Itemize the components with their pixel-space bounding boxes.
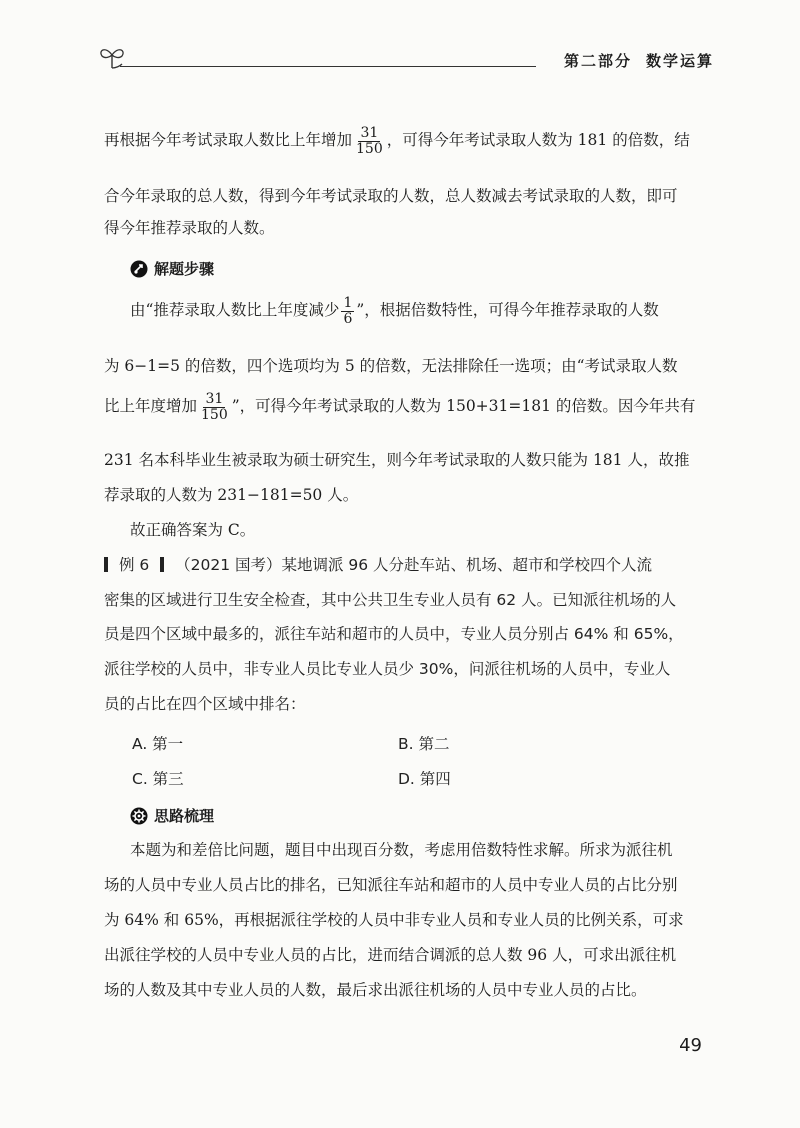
thinking-line-1: 本题为和差倍比问题，题目中出现百分数，考虑用倍数特性求解。所求为派往机 [130,841,673,859]
steps-heading [130,258,214,279]
option-d: D. 第四 [398,770,451,788]
example-line-5: 员的占比在四个区域中排名： [104,695,306,713]
steps-line-1 [130,296,659,326]
fraction-denominator: 6 [343,310,353,327]
running-header [564,50,714,71]
fraction-numerator: 1 [343,295,353,311]
steps-line-5: 荐录取的人数为 231−181=50 人。 [104,486,359,504]
thinking-line-3: 为 64% 和 65%，再根据派往学校的人员中非专业人员和专业人员的比例关系，可求 [104,911,684,929]
steps-text-b: ”，根据倍数特性，可得今年推荐录取的人数 [356,301,659,320]
steps-icon [130,260,148,278]
page-number: 49 [679,1035,702,1056]
intro-text-b: ，可得今年考试录取人数为 181 的倍数，结 [386,131,690,150]
option-a: A. 第一 [132,735,184,753]
intro-line-2: 合今年录取的总人数，得到今年考试录取的人数，总人数减去考试录取的人数，即可 [104,187,678,205]
fraction-1-6 [341,296,354,326]
steps-text-c: 比上年度增加 [104,397,198,416]
option-b: B. 第二 [398,735,450,753]
thinking-heading-text: 思路梳理 [154,807,215,825]
fraction-numerator: 31 [205,391,224,407]
intro-line-3: 得今年推荐录取的人数。 [104,219,275,237]
fraction-denominator: 150 [201,406,228,423]
fraction-denominator: 150 [356,140,383,157]
gear-icon [130,807,148,825]
fraction-31-150-b [199,392,230,422]
thinking-heading [130,805,214,826]
option-c: C. 第三 [132,770,184,788]
answer-line: 故正确答案为 C。 [130,521,256,539]
steps-line-4: 231 名本科毕业生被录取为硕士研究生，则今年考试录取的人数只能为 181 人，故推 [104,451,690,469]
example-line-3: 员是四个区域中最多的，派往车站和超市的人员中，专业人员分别占 64% 和 65%， [104,625,684,643]
steps-text-d: ”，可得今年考试录取的人数为 150+31=181 的倍数。因今年共有 [231,397,696,416]
example-marker-left [104,557,108,572]
example-label: 例 6 [118,556,150,574]
example-line-1 [104,553,652,575]
thinking-line-5: 场的人数及其中专业人员的人数，最后求出派往机场的人员中专业人员的占比。 [104,981,647,999]
thinking-line-4: 出派往学校的人员中专业人员的占比，进而结合调派的总人数 96 人，可求出派往机 [104,946,677,964]
intro-text-a: 再根据今年考试录取人数比上年增加 [104,131,353,150]
steps-text-a: 由“推荐录取人数比上年度减少 [130,301,340,320]
header-rule [120,66,536,67]
header-part: 第二部分 [563,52,632,70]
example-marker-right [160,557,164,572]
thinking-line-2: 场的人员中专业人员占比的排名，已知派往车站和超市的人员中专业人员的占比分别 [104,876,678,894]
intro-line-1 [104,126,690,156]
fraction-numerator: 31 [360,125,379,141]
header-section: 数学运算 [645,52,714,70]
steps-line-3 [104,392,695,422]
example-line-2: 密集的区域进行卫生安全检查，其中公共卫生专业人员有 62 人。已知派往机场的人 [104,591,677,609]
example-line-4: 派往学校的人员中，非专业人员比专业人员少 30%，问派往机场的人员中，专业人 [104,660,671,678]
example-line-1-text: （2021 国考）某地调派 96 人分赴车站、机场、超市和学校四个人流 [175,556,653,574]
fraction-31-150 [354,126,385,156]
steps-heading-text: 解题步骤 [154,260,215,278]
steps-line-2: 为 6−1=5 的倍数，四个选项均为 5 的倍数，无法排除任一选项；由“考试录取人数 [104,357,678,375]
